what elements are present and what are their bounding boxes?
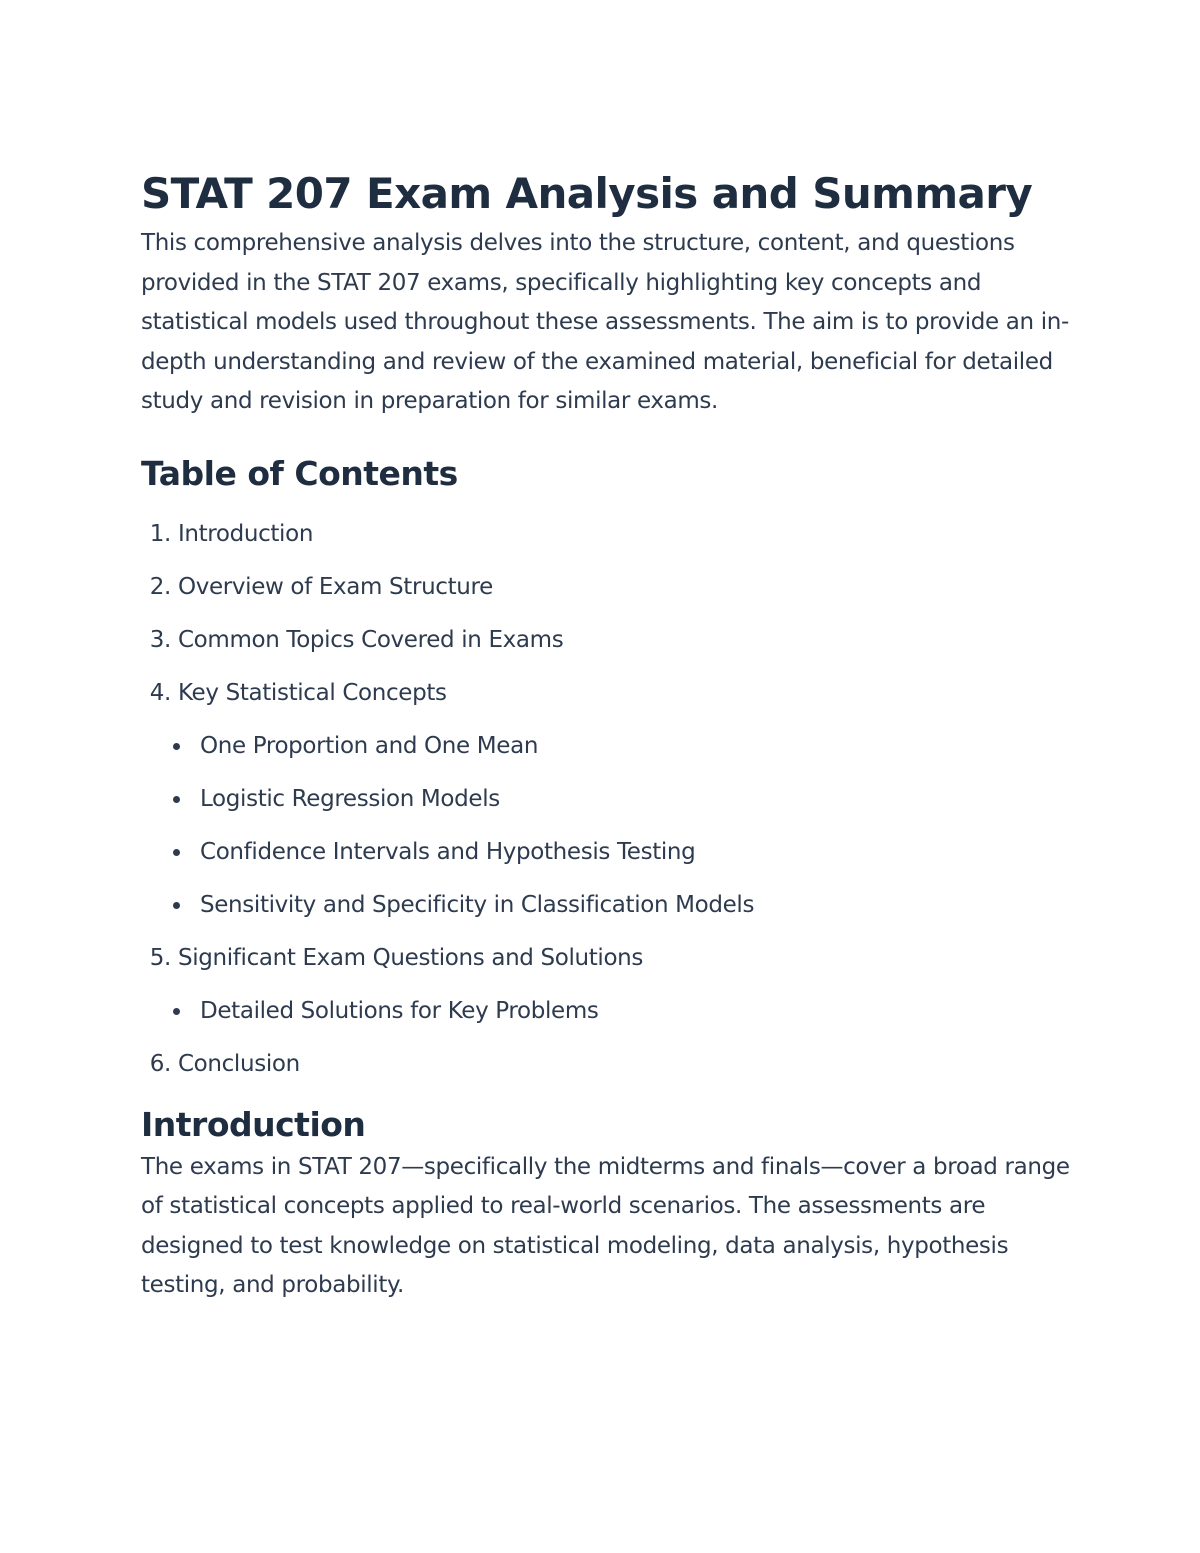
toc-item-number: 5.: [149, 944, 171, 971]
toc-item: [141, 943, 1071, 1026]
toc-item-number: 6.: [149, 1050, 171, 1077]
toc-sublist: [141, 731, 1071, 920]
intro-paragraph: This comprehensive analysis delves into the structure, content, and questions provided in the STAT 207 exams, specifically highlighting key concepts and statistical models used throughout these assessments. The aim is to provide an in-depth understanding and review of the examined material, beneficial for detailed study and revision in preparation for similar exams.: [141, 230, 1069, 414]
bullet-icon: [173, 743, 180, 750]
introduction-paragraph: The exams in STAT 207—specifically the midterms and finals—cover a broad range of statistical concepts applied to real-world scenarios. The assessments are designed to test knowledge on statistical modeling, data analysis, hypothesis testing, and probability.: [141, 1153, 1070, 1298]
toc-subitem: [141, 890, 1071, 920]
toc-heading: Table of Contents: [141, 453, 458, 493]
bullet-icon: [173, 796, 180, 803]
toc-subitem: [141, 784, 1071, 814]
toc-item: [141, 519, 1071, 549]
toc-item-label: Key Statistical Concepts: [177, 679, 447, 706]
toc-item-label: Introduction: [177, 520, 314, 547]
bullet-icon: [173, 849, 180, 856]
toc-subitem-label: Logistic Regression Models: [200, 785, 500, 812]
document-page: [141, 164, 1071, 1306]
toc-subitem-label: One Proportion and One Mean: [200, 732, 539, 759]
toc-subitem-label: Detailed Solutions for Key Problems: [200, 997, 599, 1024]
toc-subitem: [141, 996, 1071, 1026]
bullet-icon: [173, 1008, 180, 1015]
toc-subitem-label: Sensitivity and Specificity in Classification Models: [200, 891, 755, 918]
toc-item-number: 1.: [149, 520, 171, 547]
toc-item: [141, 678, 1071, 920]
toc-item-label: Overview of Exam Structure: [177, 573, 493, 600]
bullet-icon: [173, 902, 180, 909]
table-of-contents: [141, 519, 1071, 1079]
toc-item-label: Common Topics Covered in Exams: [177, 626, 564, 653]
toc-item-label: Conclusion: [177, 1050, 300, 1077]
toc-item: [141, 572, 1071, 602]
toc-subitem: [141, 731, 1071, 761]
toc-subitem: [141, 837, 1071, 867]
toc-item-label: Significant Exam Questions and Solutions: [177, 944, 644, 971]
toc-item: [141, 625, 1071, 655]
toc-item-number: 2.: [149, 573, 171, 600]
toc-item-number: 4.: [149, 679, 171, 706]
toc-item: [141, 1049, 1071, 1079]
document-title: STAT 207 Exam Analysis and Summary: [141, 169, 1033, 218]
toc-subitem-label: Confidence Intervals and Hypothesis Testing: [200, 838, 696, 865]
introduction-heading: Introduction: [141, 1104, 366, 1144]
toc-item-number: 3.: [149, 626, 171, 653]
toc-sublist: [141, 996, 1071, 1026]
